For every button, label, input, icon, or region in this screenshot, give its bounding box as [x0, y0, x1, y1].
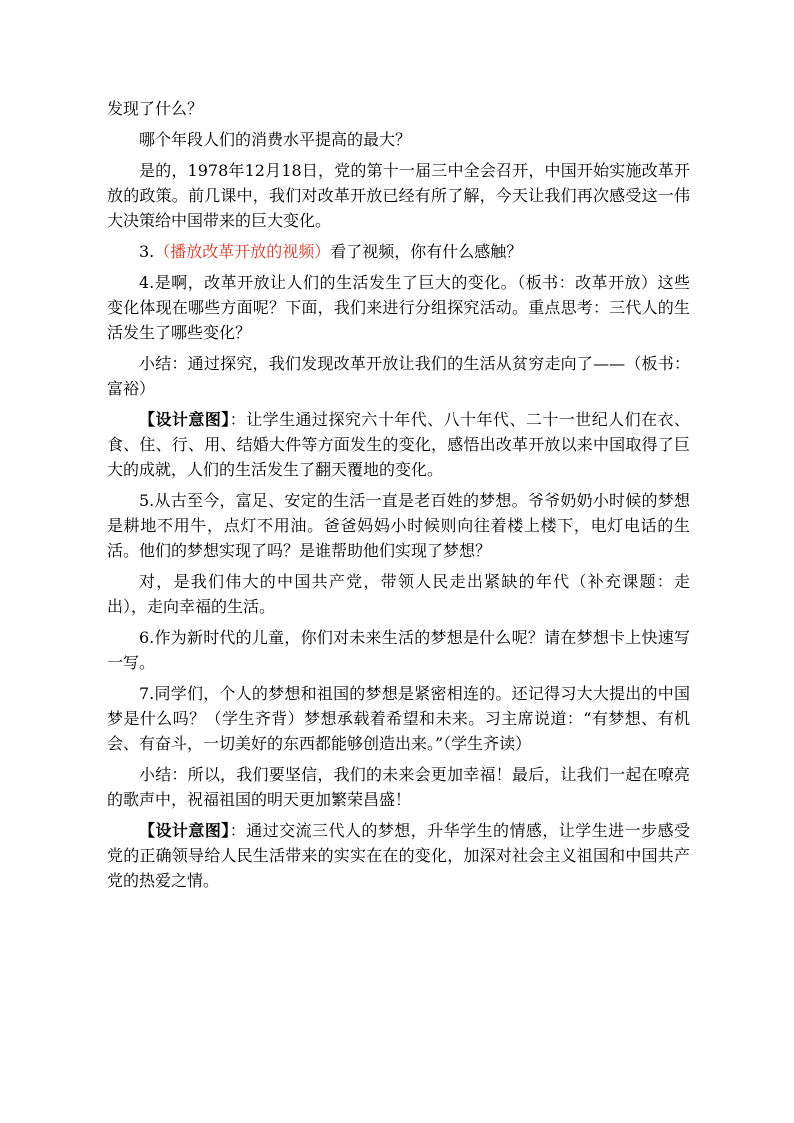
- paragraph-text: 7.同学们，个人的梦想和祖国的梦想是紧密相连的。还记得习大大提出的中国梦是什么吗？（学生齐背）梦想承载着希望和未来。习主席说道：“有梦想、有机会、有奋斗，一切美好的东西都能够创造出来。”（学生齐读）: [107, 684, 690, 753]
- paragraph-text: 4.是啊，改革开放让人们的生活发生了巨大的变化。（板书：改革开放）这些变化体现在哪些方面呢？下面，我们来进行分组探究活动。重点思考：三代人的生活发生了哪些变化？: [107, 273, 690, 342]
- design-intent-label: 【设计意图】: [139, 821, 230, 840]
- paragraph-continuation: [107, 96, 690, 121]
- paragraph-text: 对，是我们伟大的中国共产党，带领人民走出紧缺的年代（补充课题：走出），走向幸福的生活。: [107, 572, 690, 616]
- paragraph-step-7: [107, 681, 690, 756]
- paragraph-text: 哪个年段人们的消费水平提高的最大？: [139, 130, 412, 149]
- design-intent-label: 【设计意图】: [139, 410, 230, 429]
- paragraph-step-3: [107, 239, 690, 264]
- paragraph-text: 是的，1978年12月18日，党的第十一届三中全会召开，中国开始实施改革开放的政策。前几课中，我们对改革开放已经有所了解，今天让我们再次感受这一伟大决策给中国带来的巨大变化。: [107, 161, 690, 230]
- step-number: 3.: [139, 242, 155, 261]
- paragraph-text: 小结：通过探究，我们发现改革开放让我们的生活从贫穷走向了——（板书：富裕）: [107, 354, 690, 398]
- paragraph-step-5: [107, 488, 690, 563]
- video-instruction-highlight: （播放改革开放的视频）: [154, 242, 331, 261]
- paragraph-question: [107, 127, 690, 152]
- paragraph-reform-intro: [107, 158, 690, 233]
- paragraph-text: 6.作为新时代的儿童，你们对未来生活的梦想是什么呢？请在梦想卡上快速写一写。: [107, 628, 690, 672]
- paragraph-text: ：通过交流三代人的梦想，升华学生的情感，让学生进一步感受党的正确领导给人民生活带来的实实在在的变化，加深对社会主义祖国和中国共产党的热爱之情。: [107, 821, 690, 890]
- document-body: [107, 96, 690, 899]
- paragraph-party-answer: [107, 569, 690, 619]
- paragraph-text: 发现了什么？: [107, 99, 204, 118]
- paragraph-text: ：让学生通过探究六十年代、八十年代、二十一世纪人们在衣、食、住、行、用、结婚大件等方面发生的变化，感悟出改革开放以来中国取得了巨大的成就，人们的生活发生了翻天覆地的变化。: [107, 410, 690, 479]
- paragraph-text: 5.从古至今，富足、安定的生活一直是老百姓的梦想。爷爷奶奶小时候的梦想是耕地不用牛，点灯不用油。爸爸妈妈小时候则向往着楼上楼下，电灯电话的生活。他们的梦想实现了吗？是谁帮助他们实现了梦想？: [107, 491, 690, 560]
- paragraph-step-6: [107, 625, 690, 675]
- paragraph-summary-2: [107, 762, 690, 812]
- paragraph-step-4: [107, 270, 690, 345]
- paragraph-text: 小结：所以，我们要坚信，我们的未来会更加幸福！最后，让我们一起在嘹亮的歌声中，祝福祖国的明天更加繁荣昌盛！: [107, 765, 690, 809]
- paragraph-text: 看了视频，你有什么感触？: [330, 242, 523, 261]
- paragraph-design-intent-1: [107, 407, 690, 482]
- paragraph-design-intent-2: [107, 818, 690, 893]
- paragraph-summary-1: [107, 351, 690, 401]
